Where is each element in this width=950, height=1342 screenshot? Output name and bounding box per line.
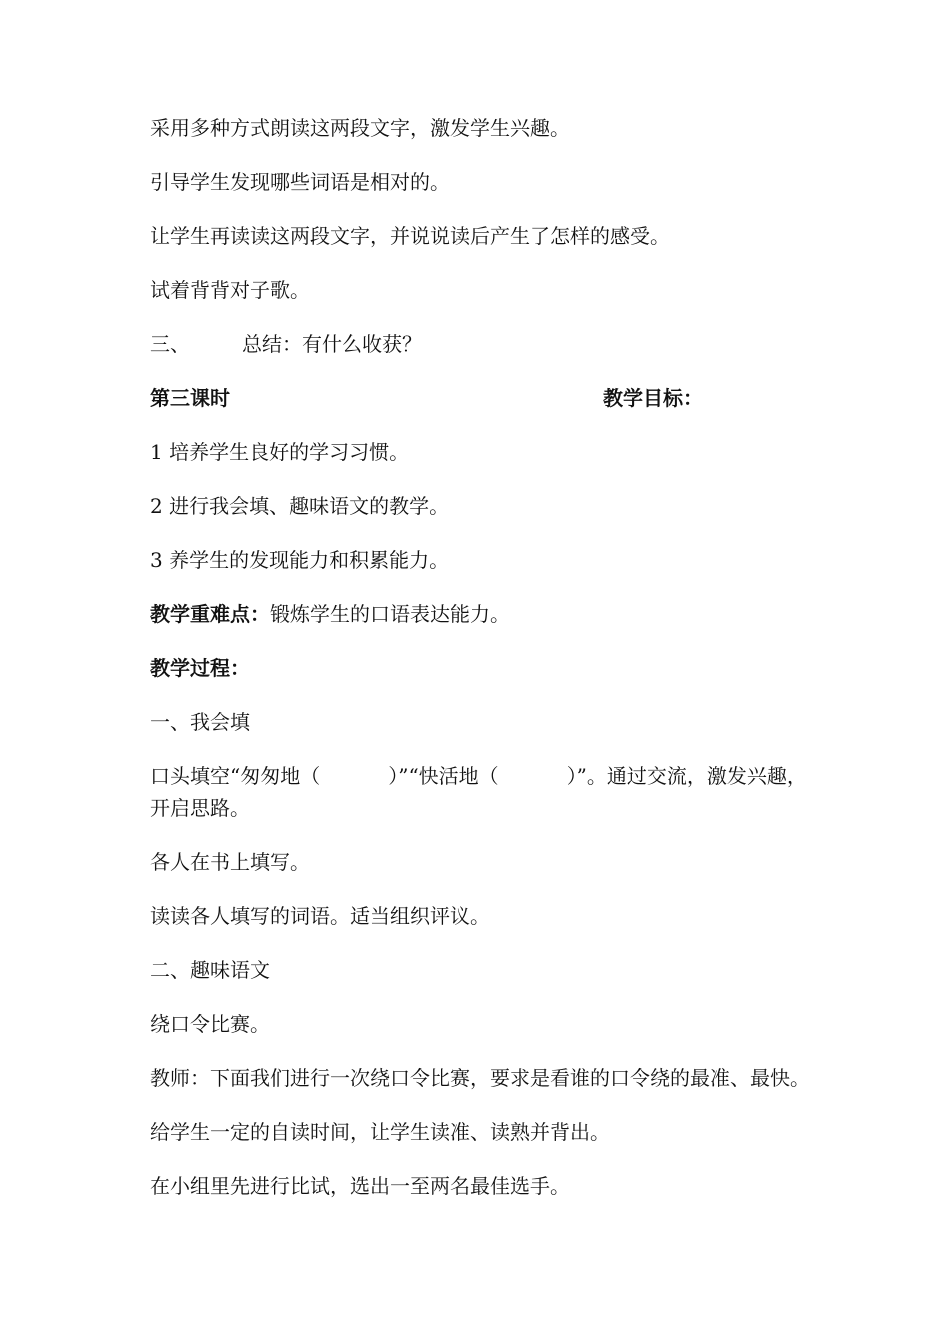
fill-part-2: ）”“快活地（	[388, 764, 499, 788]
key-difficulty-text: 锻炼学生的口语表达能力。	[270, 602, 510, 626]
paragraph-read-aloud: 采用多种方式朗读这两段文字，激发学生兴趣。	[150, 116, 570, 140]
heading-teaching-goals: 教学目标：	[603, 386, 703, 410]
paragraph-oral-fill	[150, 762, 807, 790]
key-difficulty	[150, 600, 510, 628]
paragraph-group-contest: 在小组里先进行比试，选出一至两名最佳选手。	[150, 1174, 570, 1198]
section-summary	[150, 330, 422, 358]
paragraph-teacher-intro: 教师：下面我们进行一次绕口令比赛，要求是看谁的口令绕的最准、最快。	[150, 1066, 810, 1090]
paragraph-tongue-twister: 绕口令比赛。	[150, 1012, 270, 1036]
paragraph-self-reading: 给学生一定的自读时间，让学生读准、读熟并背出。	[150, 1120, 610, 1144]
paragraph-reread: 让学生再读读这两段文字，并说说读后产生了怎样的感受。	[150, 224, 670, 248]
key-difficulty-label: 教学重难点：	[150, 602, 270, 626]
paragraph-recite: 试着背背对子歌。	[150, 278, 310, 302]
fill-part-3: ）”。通过交流，激发兴趣，	[566, 764, 807, 788]
fill-part-1: 口头填空“匆匆地（	[150, 764, 321, 788]
section-summary-text: 总结：有什么收获？	[242, 332, 422, 356]
section-fun-chinese: 二、趣味语文	[150, 958, 270, 982]
paragraph-write-in-book: 各人在书上填写。	[150, 850, 310, 874]
section-fill-in: 一、我会填	[150, 710, 250, 734]
goal-item-1: 1 培养学生良好的学习习惯。	[150, 440, 410, 464]
paragraph-oral-fill-continued: 开启思路。	[150, 796, 250, 820]
goal-item-2: 2 进行我会填、趣味语文的教学。	[150, 494, 450, 518]
paragraph-read-words: 读读各人填写的词语。适当组织评议。	[150, 904, 490, 928]
heading-third-lesson: 第三课时	[150, 386, 230, 410]
heading-teaching-process: 教学过程：	[150, 656, 250, 680]
goal-item-3: 3 养学生的发现能力和积累能力。	[150, 548, 450, 572]
section-number: 三、	[150, 332, 190, 356]
paragraph-find-opposites: 引导学生发现哪些词语是相对的。	[150, 170, 450, 194]
